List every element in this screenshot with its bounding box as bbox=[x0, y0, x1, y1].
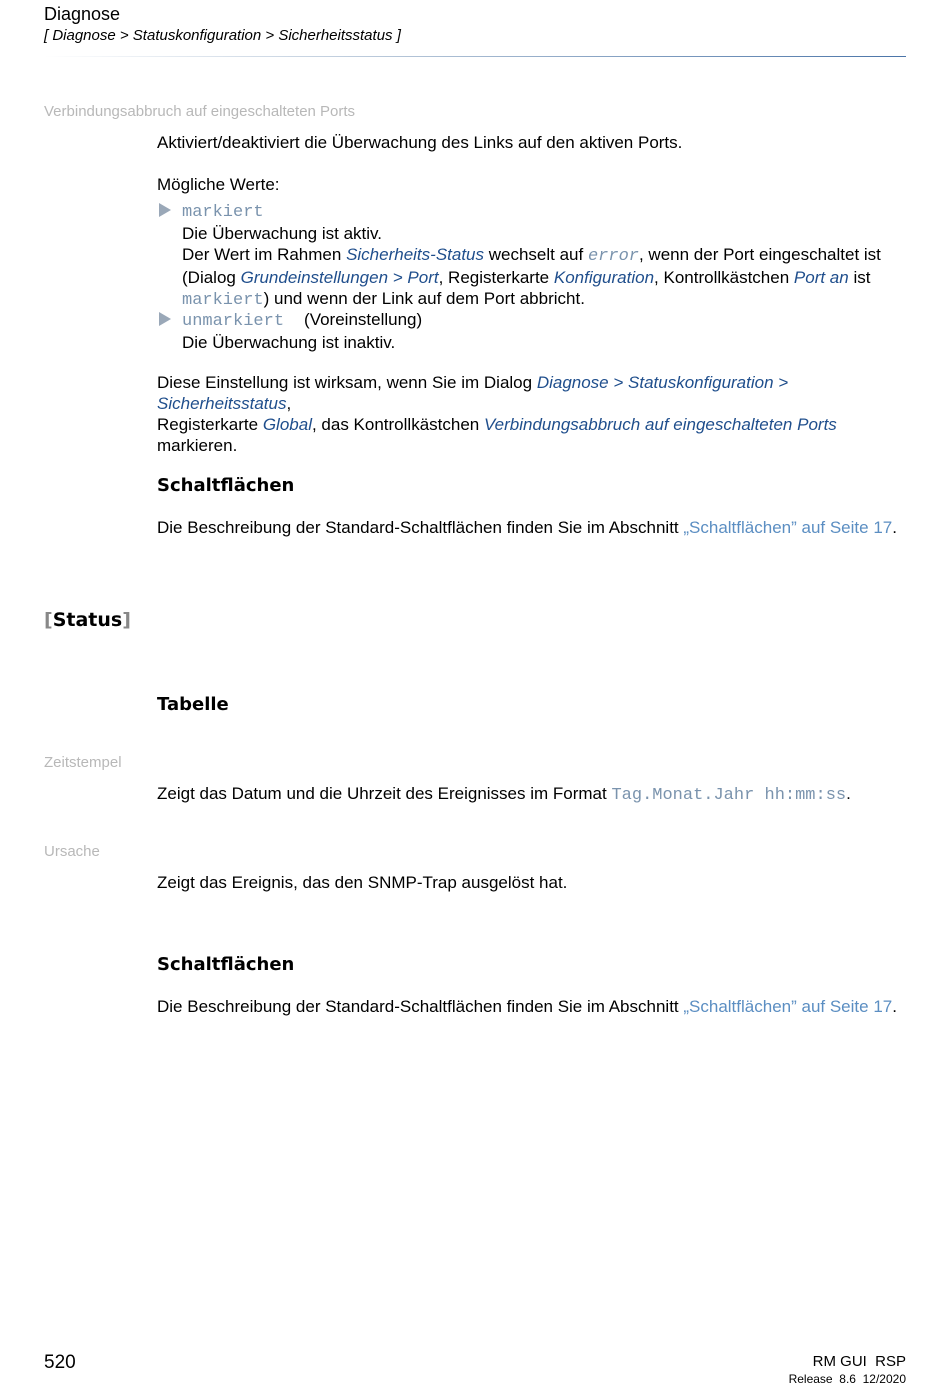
option-value-checked: markiert bbox=[182, 203, 264, 222]
column-desc-cause: Zeigt das Ereignis, das den SNMP-Trap ausgelöst hat. bbox=[157, 873, 568, 892]
buttons-heading: Schaltflächen bbox=[157, 475, 295, 496]
bracket-open: [ bbox=[44, 609, 53, 631]
option-unchecked bbox=[182, 309, 422, 353]
buttons-description bbox=[157, 517, 897, 538]
header-divider bbox=[44, 56, 906, 57]
link-global[interactable]: Global bbox=[262, 415, 312, 434]
link-diagnose-path[interactable]: Diagnose > Statuskonfiguration > Sicherheitsstatus bbox=[157, 373, 789, 413]
status-label: Status bbox=[52, 609, 123, 631]
text: . bbox=[892, 518, 897, 537]
page-header-title: Diagnose bbox=[44, 4, 121, 24]
code-error: error bbox=[587, 247, 639, 266]
buttons-heading-2: Schaltflächen bbox=[157, 954, 295, 975]
page-number: 520 bbox=[44, 1352, 76, 1373]
buttons-description-2 bbox=[157, 996, 897, 1017]
page-header-breadcrumb: [ Diagnose > Statuskonfiguration > Sicherheitsstatus ] bbox=[44, 27, 401, 44]
footer-product: RM GUI RSP bbox=[812, 1353, 906, 1370]
code-date-format: Tag.Monat.Jahr hh:mm:ss bbox=[611, 786, 847, 805]
text: . bbox=[892, 997, 897, 1016]
possible-values-heading: Mögliche Werte: bbox=[157, 175, 280, 194]
field-label-link-loss: Verbindungsabbruch auf eingeschalteten Ports bbox=[44, 103, 356, 120]
bullet-triangle-icon bbox=[159, 312, 171, 326]
text: ist bbox=[848, 268, 871, 287]
link-basic-settings-port[interactable]: Grundeinstellungen > Port bbox=[240, 268, 439, 287]
option-unchecked-desc: Die Überwachung ist inaktiv. bbox=[182, 333, 396, 352]
text: Zeigt das Datum und die Uhrzeit des Ereignisses im Format bbox=[157, 784, 612, 803]
option-checked bbox=[182, 200, 902, 311]
bracket-close: ] bbox=[122, 609, 131, 631]
text: , wenn der Port eingeschaltet ist bbox=[638, 245, 881, 264]
option-value-unchecked: unmarkiert bbox=[182, 312, 285, 331]
text: , das Kontrollkästchen bbox=[311, 415, 484, 434]
status-section-title bbox=[44, 609, 131, 631]
note-paragraph bbox=[157, 372, 917, 456]
link-security-status[interactable]: Sicherheits-Status bbox=[346, 245, 485, 264]
column-desc-timestamp bbox=[157, 783, 851, 806]
bullet-triangle-icon bbox=[159, 203, 171, 217]
table-heading: Tabelle bbox=[157, 694, 229, 715]
text: markieren. bbox=[157, 436, 238, 455]
xref-buttons-page[interactable]: „Schaltflächen” auf Seite 17 bbox=[683, 518, 893, 537]
text: , bbox=[286, 394, 292, 413]
text: Die Beschreibung der Standard-Schaltflächen finden Sie im Abschnitt bbox=[157, 997, 684, 1016]
field-description: Aktiviert/deaktiviert die Überwachung des Links auf den aktiven Ports. bbox=[157, 133, 683, 152]
text: (Dialog bbox=[182, 268, 241, 287]
link-configuration[interactable]: Konfiguration bbox=[553, 268, 655, 287]
text: , Kontrollkästchen bbox=[654, 268, 794, 287]
text: Registerkarte bbox=[157, 415, 263, 434]
option-checked-desc: Die Überwachung ist aktiv. bbox=[182, 224, 382, 243]
xref-buttons-page-2[interactable]: „Schaltflächen” auf Seite 17 bbox=[683, 997, 893, 1016]
link-port-on[interactable]: Port an bbox=[793, 268, 849, 287]
column-label-timestamp: Zeitstempel bbox=[44, 754, 122, 771]
footer-release: Release 8.6 12/2020 bbox=[788, 1372, 906, 1386]
column-label-cause: Ursache bbox=[44, 843, 100, 860]
text: , Registerkarte bbox=[438, 268, 554, 287]
text: Der Wert im Rahmen bbox=[182, 245, 347, 264]
link-link-loss-checkbox[interactable]: Verbindungsabbruch auf eingeschalteten Ports bbox=[483, 415, 837, 434]
text: . bbox=[846, 784, 851, 803]
text: Diese Einstellung ist wirksam, wenn Sie im Dialog bbox=[157, 373, 537, 392]
default-marker: (Voreinstellung) bbox=[304, 310, 423, 329]
text: wechselt auf bbox=[484, 245, 588, 264]
text: Die Beschreibung der Standard-Schaltflächen finden Sie im Abschnitt bbox=[157, 518, 684, 537]
code-checked: markiert bbox=[182, 291, 264, 310]
text: ) und wenn der Link auf dem Port abbricht. bbox=[263, 289, 585, 308]
